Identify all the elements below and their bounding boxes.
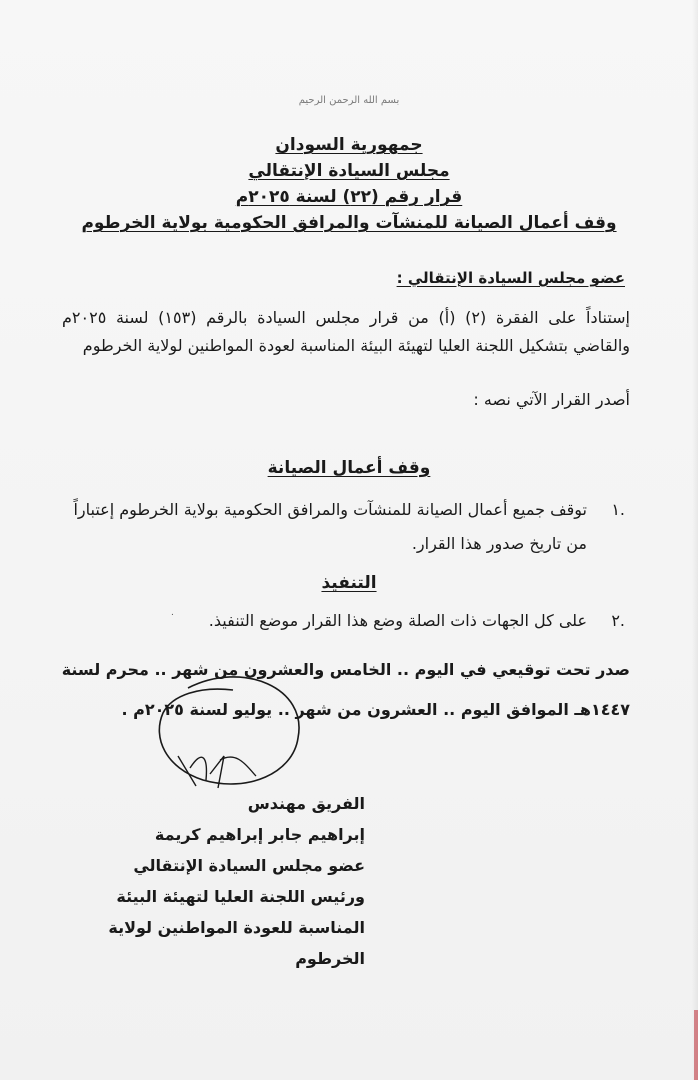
decree-item-1 (55, 493, 625, 561)
preamble-issuance: أصدر القرار الآتي نصه : (473, 390, 630, 409)
handwritten-signature (148, 668, 318, 808)
issuance-statement: صدر تحت توقيعي في اليوم .. الخامس والعشرون من شهر .. محرم لسنة ١٤٤٧هـ الموافق اليوم .. العشرون من شهر .. يوليو لسنة ٢٠٢٥م . (61, 660, 630, 719)
basmala-line: بسم الله الرحمن الرحيم (298, 95, 400, 106)
signer-rank: الفريق مهندس (247, 794, 365, 813)
member-label: عضو مجلس السيادة الإنتقالي : (396, 269, 625, 287)
decree-header (0, 132, 698, 236)
section-title-stop-maintenance: وقف أعمال الصيانة (267, 458, 431, 478)
item-text: على كل الجهات ذات الصلة وضع هذا القرار موضع التنفيذ. (208, 611, 587, 630)
signer-title-3: المناسبة للعودة المواطنين لولاية الخرطوم (108, 918, 365, 968)
item-number: .٢ (611, 611, 625, 630)
signer-title-2: ورئيس اللجنة العليا لتهيئة البيئة (116, 887, 365, 906)
header-decree-subject: وقف أعمال الصيانة للمنشآت والمرافق الحكومية بولاية الخرطوم (81, 213, 617, 233)
header-decree-number: قرار رقم (٢٢) لسنة ٢٠٢٥م (235, 187, 463, 207)
signer-block (75, 788, 365, 974)
section-title-implementation: التنفيذ (321, 573, 377, 593)
preamble-paragraph: إستناداً على الفقرة (٢) (أ) من قرار مجلس السيادة بالرقم (١٥٣) لسنة ٢٠٢٥م والقاضي بتشكيل اللجنة العليا لتهيئة البيئة المناسبة لعودة المواطنين لولاية الخرطوم (62, 308, 631, 355)
red-edge-mark (694, 1010, 698, 1080)
decree-item-2 (55, 604, 625, 638)
item-2-mark: ٠ (170, 610, 175, 620)
signer-title-1: عضو مجلس السيادة الإنتقالي (133, 856, 365, 875)
header-council: مجلس السيادة الإنتقالي (248, 161, 450, 181)
item-number: .١ (611, 500, 625, 519)
item-text: توقف جميع أعمال الصيانة للمنشآت والمرافق الحكومية بولاية الخرطوم إعتباراً من تاريخ صدور هذا القرار. (73, 500, 587, 553)
header-country: جمهورية السودان (275, 135, 423, 155)
preamble (62, 304, 630, 440)
signer-name: إبراهيم جابر إبراهيم كريمة (154, 825, 365, 844)
